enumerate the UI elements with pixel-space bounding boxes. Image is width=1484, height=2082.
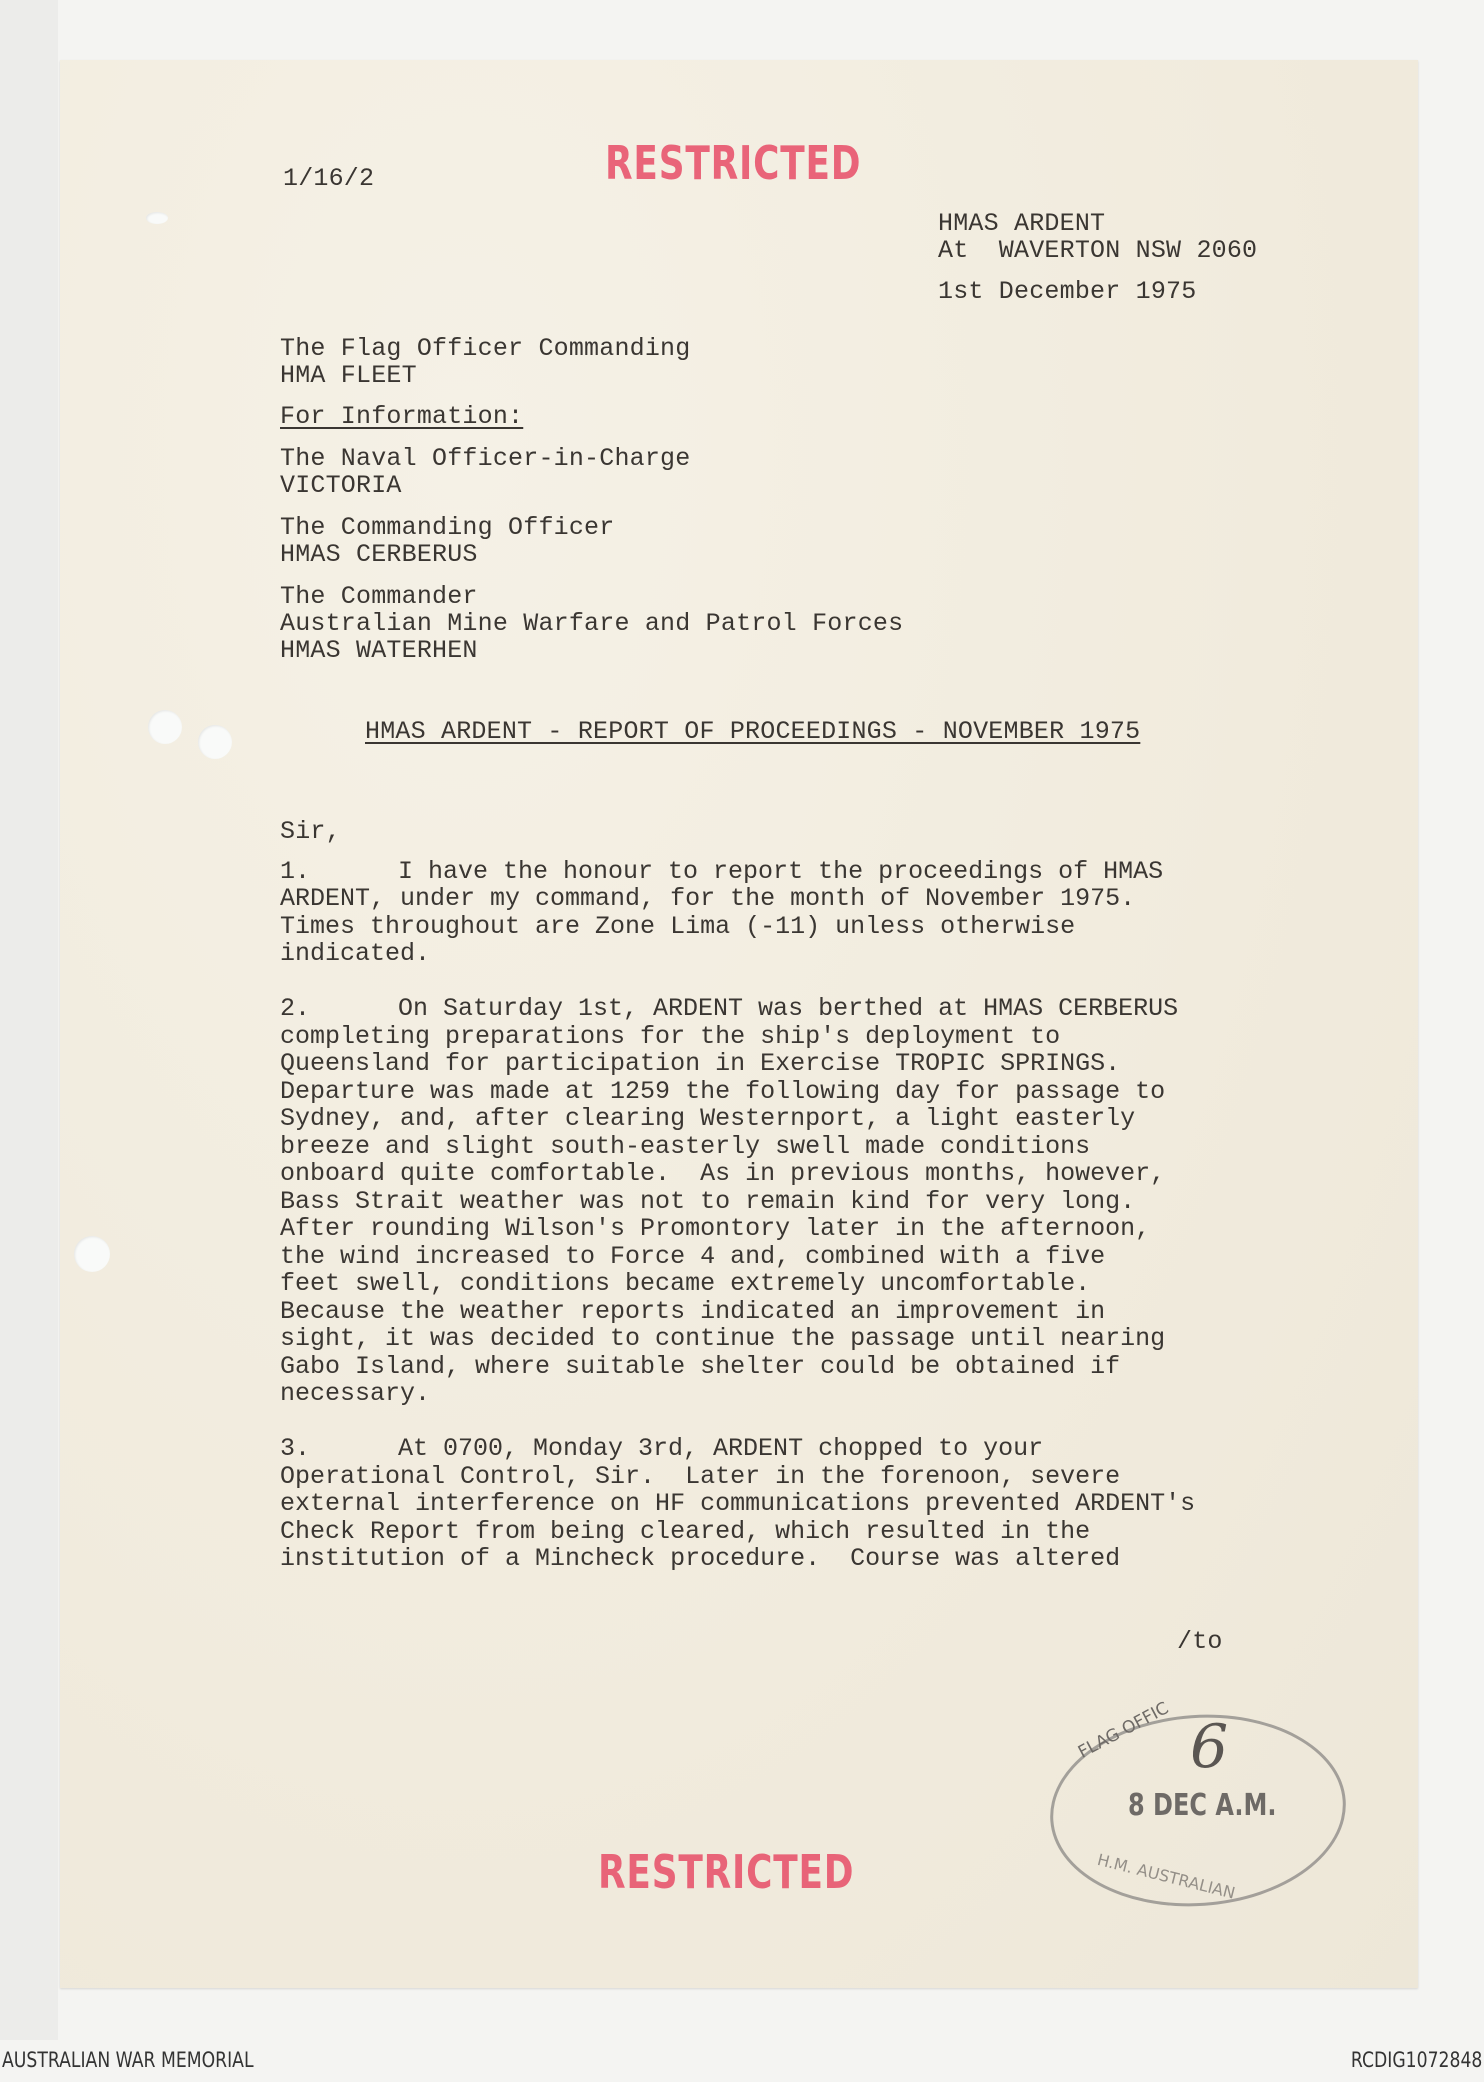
info-recipient-title: The Commander (280, 582, 478, 611)
paragraph-line: indicated. (280, 939, 431, 968)
classification-stamp-top: RESTRICTED (605, 136, 862, 190)
paragraph-line: ARDENT, under my command, for the month of November 1975. (280, 884, 1136, 913)
paragraph-number: 3. (280, 1434, 311, 1463)
paragraph-line: I have the honour to report the proceedings of HMAS (398, 857, 1164, 886)
info-recipient-title: The Naval Officer-in-Charge (280, 444, 691, 473)
subject-line: HMAS ARDENT - REPORT OF PROCEEDINGS - NOVEMBER 1975 (365, 717, 1141, 746)
paragraph-line: sight, it was decided to continue the passage until nearing (280, 1324, 1166, 1353)
paragraph-number: 1. (280, 857, 311, 886)
paragraph-line: On Saturday 1st, ARDENT was berthed at HMAS CERBERUS (398, 994, 1179, 1023)
paragraph-line: Operational Control, Sir. Later in the forenoon, severe (280, 1462, 1121, 1491)
stamp-bottom-text: H.M. AUSTRALIAN (1095, 1850, 1238, 1903)
paragraph-line: Check Report from being cleared, which resulted in the (280, 1517, 1091, 1546)
punch-hole (146, 212, 168, 224)
paragraph-line: the wind increased to Force 4 and, combined with a five (280, 1242, 1106, 1271)
salutation: Sir, (280, 817, 341, 846)
info-recipient-org: VICTORIA (280, 471, 402, 500)
info-recipient-title: The Commanding Officer (280, 513, 615, 542)
stamp-handwritten-number: 6 (1190, 1712, 1229, 1782)
footer-catalogue-id: RCDIG1072848 (1350, 2048, 1482, 2072)
paragraph-line: onboard quite comfortable. As in previous months, however, (280, 1159, 1166, 1188)
punch-hole (74, 1236, 110, 1272)
paragraph-line: Because the weather reports indicated an improvement in (280, 1297, 1106, 1326)
info-recipient-org: HMAS CERBERUS (280, 540, 478, 569)
paragraph-line: institution of a Mincheck procedure. Course was altered (280, 1544, 1121, 1573)
punch-hole (198, 725, 232, 759)
addressee-title: The Flag Officer Commanding (280, 334, 691, 363)
paragraph-line: Gabo Island, where suitable shelter could be obtained if (280, 1352, 1121, 1381)
addressee-org: HMA FLEET (280, 361, 417, 390)
scan-margin (0, 0, 58, 2040)
info-recipient-base: HMAS WATERHEN (280, 636, 478, 665)
paragraph-line: external interference on HF communications prevented ARDENT's (280, 1489, 1196, 1518)
sender-ship: HMAS ARDENT (938, 209, 1106, 238)
classification-stamp-bottom: RESTRICTED (598, 1845, 855, 1899)
paragraph-line: completing preparations for the ship's deployment to (280, 1022, 1061, 1051)
paragraph-line: After rounding Wilson's Promontory later in the afternoon, (280, 1214, 1151, 1243)
paragraph-line: Sydney, and, after clearing Westernport, a light easterly (280, 1104, 1136, 1133)
paragraph-line: Times throughout are Zone Lima (-11) unless otherwise (280, 912, 1076, 941)
letter-date: 1st December 1975 (938, 277, 1197, 306)
paragraph-line: Queensland for participation in Exercise TROPIC SPRINGS. (280, 1049, 1121, 1078)
stamp-top-text: FLAG OFFIC (1075, 1698, 1173, 1763)
paragraph-line: At 0700, Monday 3rd, ARDENT chopped to your (398, 1434, 1044, 1463)
file-reference: 1/16/2 (283, 164, 375, 193)
footer-institution: AUSTRALIAN WAR MEMORIAL (2, 2048, 254, 2072)
paragraph-line: Bass Strait weather was not to remain kind for very long. (280, 1187, 1136, 1216)
continuation-marker: /to (1177, 1627, 1223, 1656)
paragraph-line: feet swell, conditions became extremely uncomfortable. (280, 1269, 1091, 1298)
punch-hole (148, 710, 182, 744)
paragraph-line: Departure was made at 1259 the following day for passage to (280, 1077, 1166, 1106)
info-recipient-org: Australian Mine Warfare and Patrol Forces (280, 609, 904, 638)
sender-address: At WAVERTON NSW 2060 (938, 236, 1258, 265)
paragraph-line: necessary. (280, 1379, 431, 1408)
stamp-date: 8 DEC A.M. (1128, 1788, 1277, 1823)
for-information-label: For Information: (280, 402, 524, 431)
paragraph-number: 2. (280, 994, 311, 1023)
paragraph-line: breeze and slight south-easterly swell made conditions (280, 1132, 1091, 1161)
